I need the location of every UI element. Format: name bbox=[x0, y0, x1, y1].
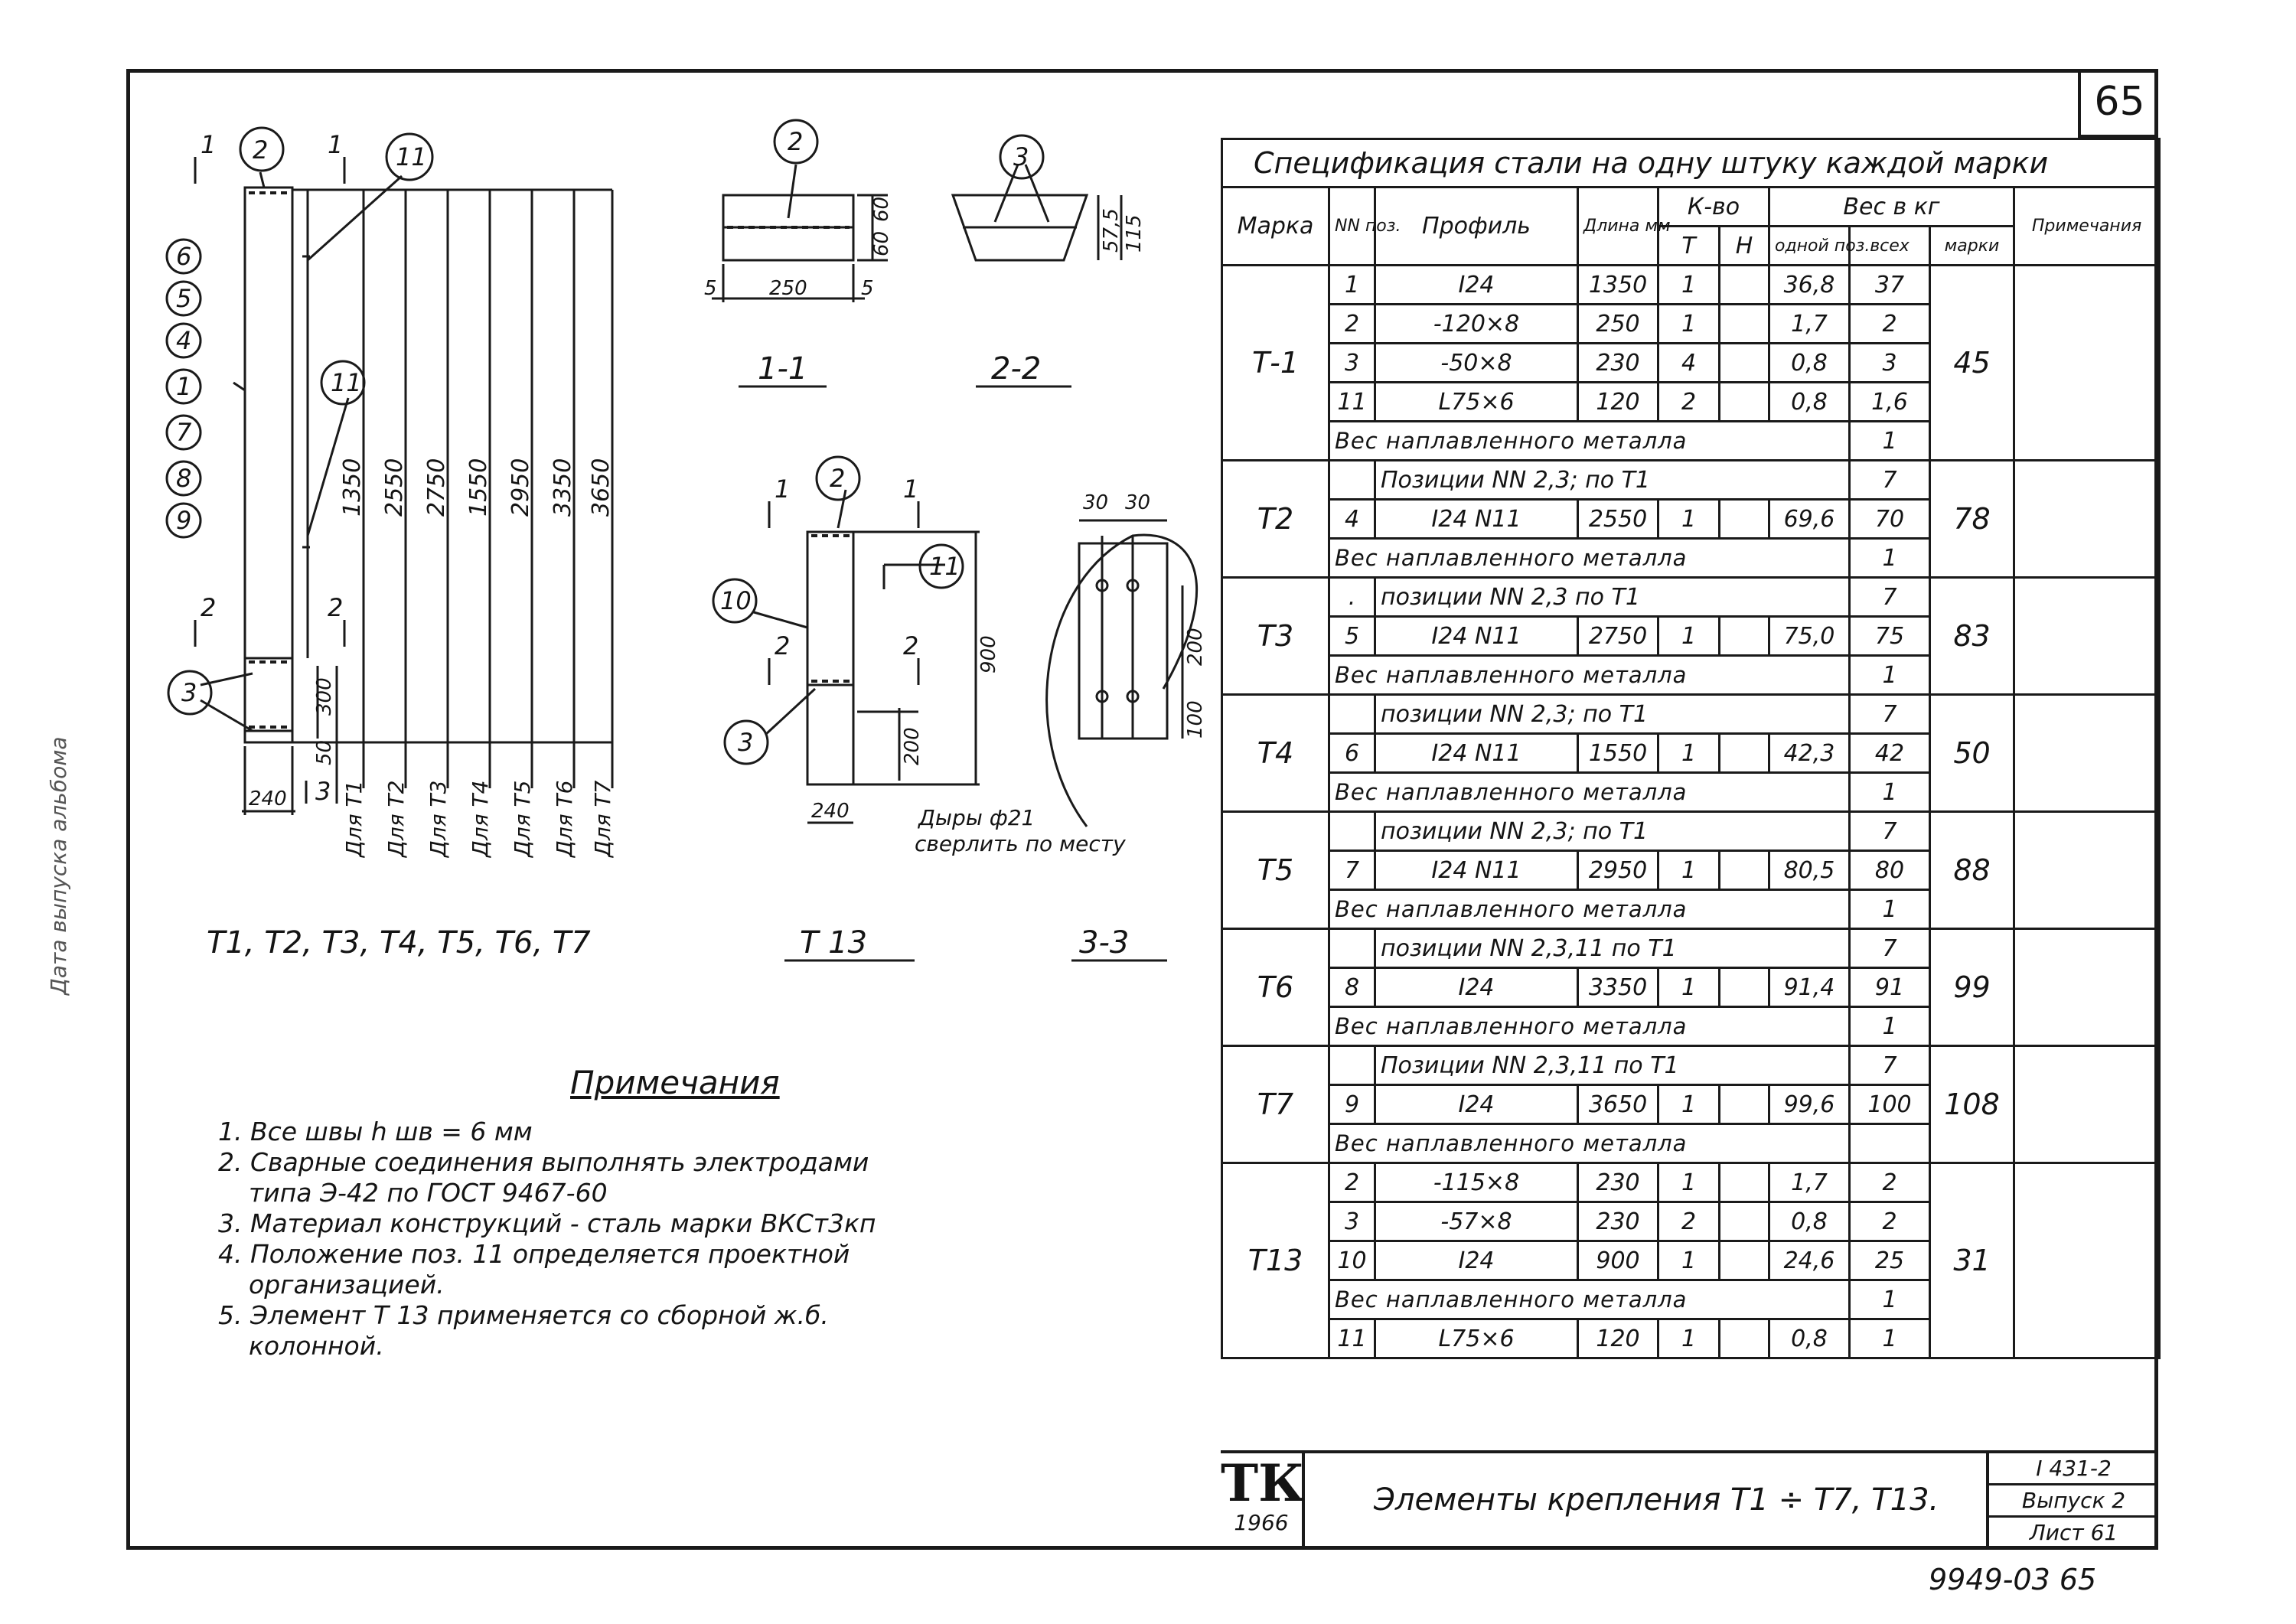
callout-pos-3-section: 3 bbox=[1013, 142, 1029, 171]
length-3350: 3350 bbox=[550, 458, 576, 517]
weight-one-cell: 0,8 bbox=[1769, 344, 1850, 383]
weight-all-cell: 70 bbox=[1850, 500, 1930, 539]
length-cell: 250 bbox=[1578, 305, 1658, 344]
col-qty: К-во bbox=[1658, 188, 1769, 227]
steel-specification-table bbox=[1221, 138, 2161, 1359]
dim-240: 240 bbox=[249, 788, 287, 810]
note-cell bbox=[2014, 929, 2160, 1046]
qty-n-cell bbox=[1720, 1163, 1769, 1202]
qty-n-cell bbox=[1720, 1319, 1769, 1358]
weight-all-cell: 100 bbox=[1850, 1085, 1930, 1124]
table-row bbox=[1222, 812, 2160, 851]
profile-cell: -57×8 bbox=[1375, 1202, 1578, 1241]
cut-mark-2-t13-left: 2 bbox=[775, 631, 791, 660]
holes-note-line2: сверлить по месту bbox=[915, 831, 1126, 856]
length-cell: 2950 bbox=[1578, 851, 1658, 890]
qty-n-cell bbox=[1720, 344, 1769, 383]
profile-cell: I24 bbox=[1375, 266, 1578, 305]
qty-n-cell bbox=[1720, 1085, 1769, 1124]
length-cell: 120 bbox=[1578, 383, 1658, 422]
note-cell bbox=[2014, 695, 2160, 812]
profile-cell: I24 N11 bbox=[1375, 617, 1578, 656]
mark-cell: Т6 bbox=[1222, 929, 1329, 1046]
weld-value bbox=[1850, 1124, 1930, 1163]
profile-cell: I24 bbox=[1375, 968, 1578, 1007]
weld-value: 1 bbox=[1850, 422, 1930, 461]
col-qty-n: Н bbox=[1720, 227, 1769, 266]
callout-pos-11-t13: 11 bbox=[929, 552, 960, 581]
weld-label: Вес наплавленного металла bbox=[1329, 773, 1850, 812]
dim-200-t13: 200 bbox=[901, 727, 924, 765]
dim-115: 115 bbox=[1123, 214, 1146, 253]
profile-cell: I24 N11 bbox=[1375, 851, 1578, 890]
note-item: типа Э-42 по ГОСТ 9467-60 bbox=[249, 1178, 608, 1208]
reference-cell: Позиции NN 2,3,11 по Т1 bbox=[1375, 1046, 1850, 1085]
length-cell: 120 bbox=[1578, 1319, 1658, 1358]
cut-mark-2-left: 2 bbox=[201, 593, 217, 622]
notes-title: Примечания bbox=[570, 1064, 780, 1101]
length-1550: 1550 bbox=[465, 458, 492, 517]
weld-value: 1 bbox=[1850, 1280, 1930, 1319]
col-weight-one: одной поз. bbox=[1769, 227, 1850, 266]
view-title-3-3: 3-3 bbox=[1079, 925, 1130, 960]
qty-n-cell bbox=[1720, 968, 1769, 1007]
mark-cell: Т3 bbox=[1222, 578, 1329, 695]
part-number-5: 5 bbox=[176, 284, 192, 313]
reference-cell: позиции NN 2,3; по Т1 bbox=[1375, 812, 1850, 851]
qty-n-cell bbox=[1720, 617, 1769, 656]
profile-cell: L75×6 bbox=[1375, 383, 1578, 422]
callout-pos-2-section: 2 bbox=[788, 127, 804, 156]
table-row bbox=[1222, 266, 2160, 305]
qty-n-cell bbox=[1720, 500, 1769, 539]
weight-all-cell: 1,6 bbox=[1850, 383, 1930, 422]
qty-cell: 1 bbox=[1658, 500, 1720, 539]
profile-cell: I24 N11 bbox=[1375, 734, 1578, 773]
weight-one-cell: 0,8 bbox=[1769, 1319, 1850, 1358]
profile-cell: -115×8 bbox=[1375, 1163, 1578, 1202]
weld-label: Вес наплавленного металла bbox=[1329, 422, 1850, 461]
weld-value: 1 bbox=[1850, 656, 1930, 695]
edge-note: Дата выпуска альбома bbox=[46, 736, 71, 995]
weight-all-cell: 7 bbox=[1850, 812, 1930, 851]
element-t13-drawing bbox=[807, 532, 853, 784]
part-number-9: 9 bbox=[176, 506, 192, 535]
weld-value: 1 bbox=[1850, 1007, 1930, 1046]
weight-all-cell: 42 bbox=[1850, 734, 1930, 773]
reference-cell: позиции NN 2,3; по Т1 bbox=[1375, 695, 1850, 734]
mark-cell: Т2 bbox=[1222, 461, 1329, 578]
col-length: Длина мм bbox=[1578, 188, 1658, 266]
table-row bbox=[1222, 461, 2160, 500]
callout-pos-11-lower: 11 bbox=[331, 368, 362, 397]
mark-cell: Т7 bbox=[1222, 1046, 1329, 1163]
document-info bbox=[1986, 1453, 2158, 1550]
pos-cell: 11 bbox=[1329, 1319, 1375, 1358]
col-profile: Профиль bbox=[1375, 188, 1578, 266]
cut-mark-2-t13-right: 2 bbox=[903, 631, 919, 660]
weight-one-cell: 1,7 bbox=[1769, 305, 1850, 344]
length-label-t1: Для Т1 bbox=[341, 780, 367, 857]
mark-weight-cell: 83 bbox=[1930, 578, 2014, 695]
callout-pos-3: 3 bbox=[181, 678, 197, 707]
weight-one-cell: 36,8 bbox=[1769, 266, 1850, 305]
weight-all-cell: 2 bbox=[1850, 305, 1930, 344]
pos-cell: 11 bbox=[1329, 383, 1375, 422]
mark-weight-cell: 45 bbox=[1930, 266, 2014, 461]
pos-cell bbox=[1329, 461, 1375, 500]
qty-n-cell bbox=[1720, 305, 1769, 344]
pos-cell bbox=[1329, 695, 1375, 734]
note-item: организацией. bbox=[249, 1270, 445, 1300]
weight-one-cell: 91,4 bbox=[1769, 968, 1850, 1007]
profile-cell: L75×6 bbox=[1375, 1319, 1578, 1358]
pos-cell: 2 bbox=[1329, 1163, 1375, 1202]
length-cell: 230 bbox=[1578, 1202, 1658, 1241]
spec-caption: Спецификация стали на одну штуку каждой марки bbox=[1222, 139, 2160, 188]
col-weight-mark: марки bbox=[1930, 227, 2014, 266]
weld-label: Вес наплавленного металла bbox=[1329, 656, 1850, 695]
reference-cell: позиции NN 2,3 по Т1 bbox=[1375, 578, 1850, 617]
pos-cell: 8 bbox=[1329, 968, 1375, 1007]
length-cell: 230 bbox=[1578, 1163, 1658, 1202]
pos-cell: . bbox=[1329, 578, 1375, 617]
reference-cell: Позиции NN 2,3; по Т1 bbox=[1375, 461, 1850, 500]
pos-cell: 2 bbox=[1329, 305, 1375, 344]
weight-all-cell: 7 bbox=[1850, 695, 1930, 734]
weld-label: Вес наплавленного металла bbox=[1329, 1124, 1850, 1163]
weld-value: 1 bbox=[1850, 773, 1930, 812]
note-cell bbox=[2014, 1163, 2160, 1358]
callout-pos-11: 11 bbox=[396, 142, 427, 171]
weight-all-cell: 1 bbox=[1850, 1319, 1930, 1358]
weight-one-cell: 1,7 bbox=[1769, 1163, 1850, 1202]
note-cell bbox=[2014, 812, 2160, 929]
weight-all-cell: 2 bbox=[1850, 1202, 1930, 1241]
series-number: I 431-2 bbox=[1989, 1453, 2158, 1485]
qty-n-cell bbox=[1720, 266, 1769, 305]
length-cell: 3650 bbox=[1578, 1085, 1658, 1124]
note-item: 3. Материал конструкций - сталь марки ВКСт3кп bbox=[218, 1208, 876, 1238]
mark-weight-cell: 31 bbox=[1930, 1163, 2014, 1358]
length-cell: 2750 bbox=[1578, 617, 1658, 656]
qty-cell: 1 bbox=[1658, 1085, 1720, 1124]
weight-all-cell: 75 bbox=[1850, 617, 1930, 656]
note-item: колонной. bbox=[249, 1331, 384, 1361]
profile-cell: I24 bbox=[1375, 1241, 1578, 1280]
tk-logo-year: 1966 bbox=[1234, 1510, 1289, 1535]
holes-note-line1: Дыры ф21 bbox=[918, 805, 1035, 830]
length-cell: 900 bbox=[1578, 1241, 1658, 1280]
notes-section bbox=[218, 1064, 983, 1361]
weld-label: Вес наплавленного металла bbox=[1329, 539, 1850, 578]
mark-cell: Т-1 bbox=[1222, 266, 1329, 461]
qty-cell: 4 bbox=[1658, 344, 1720, 383]
weight-one-cell: 0,8 bbox=[1769, 1202, 1850, 1241]
pos-cell: 3 bbox=[1329, 344, 1375, 383]
qty-n-cell bbox=[1720, 1202, 1769, 1241]
qty-cell: 1 bbox=[1658, 1241, 1720, 1280]
weld-label: Вес наплавленного металла bbox=[1329, 1007, 1850, 1046]
dim-5-left: 5 bbox=[704, 277, 717, 300]
table-row bbox=[1222, 578, 2160, 617]
col-mark: Марка bbox=[1222, 188, 1329, 266]
weight-all-cell: 37 bbox=[1850, 266, 1930, 305]
tk-logo-letters: ТК bbox=[1221, 1453, 1305, 1513]
pos-cell: 9 bbox=[1329, 1085, 1375, 1124]
pos-cell bbox=[1329, 812, 1375, 851]
profile-cell: I24 N11 bbox=[1375, 500, 1578, 539]
weight-all-cell: 25 bbox=[1850, 1241, 1930, 1280]
pos-cell: 4 bbox=[1329, 500, 1375, 539]
table-row bbox=[1222, 1163, 2160, 1202]
weld-value: 1 bbox=[1850, 539, 1930, 578]
length-cell: 3350 bbox=[1578, 968, 1658, 1007]
length-cell: 230 bbox=[1578, 344, 1658, 383]
dim-900: 900 bbox=[977, 635, 1000, 673]
dim-60-bottom: 60 bbox=[870, 230, 893, 256]
qty-cell: 1 bbox=[1658, 617, 1720, 656]
part-number-1: 1 bbox=[176, 372, 192, 401]
dim-240-t13: 240 bbox=[811, 800, 850, 823]
weight-one-cell: 75,0 bbox=[1769, 617, 1850, 656]
part-number-6: 6 bbox=[176, 242, 192, 271]
dim-50: 50 bbox=[313, 739, 336, 765]
view-title-t13: Т 13 bbox=[800, 925, 868, 960]
length-label-t3: Для Т3 bbox=[426, 780, 451, 857]
reference-cell: позиции NN 2,3,11 по Т1 bbox=[1375, 929, 1850, 968]
qty-cell: 1 bbox=[1658, 968, 1720, 1007]
weight-one-cell: 99,6 bbox=[1769, 1085, 1850, 1124]
table-row bbox=[1222, 695, 2160, 734]
dim-5-right: 5 bbox=[861, 277, 874, 300]
weight-all-cell: 7 bbox=[1850, 929, 1930, 968]
weight-all-cell: 80 bbox=[1850, 851, 1930, 890]
mark-cell: Т13 bbox=[1222, 1163, 1329, 1358]
qty-cell: 1 bbox=[1658, 1319, 1720, 1358]
weight-one-cell: 42,3 bbox=[1769, 734, 1850, 773]
dim-100-plate: 100 bbox=[1184, 700, 1207, 739]
pos-cell: 3 bbox=[1329, 1202, 1375, 1241]
weight-all-cell: 7 bbox=[1850, 461, 1930, 500]
length-label-t6: Для Т6 bbox=[552, 780, 577, 857]
weight-all-cell: 3 bbox=[1850, 344, 1930, 383]
part-number-8: 8 bbox=[176, 464, 192, 493]
title-block bbox=[1221, 1450, 2158, 1550]
length-2750: 2750 bbox=[423, 458, 450, 517]
callout-pos-2: 2 bbox=[253, 135, 269, 165]
dim-300: 300 bbox=[313, 677, 336, 716]
cut-mark-1-t13-right: 1 bbox=[903, 474, 919, 504]
pos-cell: 7 bbox=[1329, 851, 1375, 890]
pos-cell: 6 bbox=[1329, 734, 1375, 773]
length-3650: 3650 bbox=[588, 458, 615, 517]
view-title-t1-t7: Т1, Т2, Т3, Т4, Т5, Т6, Т7 bbox=[207, 925, 591, 960]
weight-one-cell: 0,8 bbox=[1769, 383, 1850, 422]
length-label-t7: Для Т7 bbox=[590, 780, 615, 857]
profile-cell: -120×8 bbox=[1375, 305, 1578, 344]
weight-all-cell: 91 bbox=[1850, 968, 1930, 1007]
mark-weight-cell: 108 bbox=[1930, 1046, 2014, 1163]
length-label-t5: Для Т5 bbox=[510, 780, 535, 857]
qty-cell: 1 bbox=[1658, 305, 1720, 344]
cut-mark-2-right: 2 bbox=[328, 593, 344, 622]
qty-cell: 1 bbox=[1658, 266, 1720, 305]
view-title-2-2: 2-2 bbox=[991, 351, 1042, 386]
weight-all-cell: 7 bbox=[1850, 1046, 1930, 1085]
table-row bbox=[1222, 929, 2160, 968]
qty-cell: 1 bbox=[1658, 1163, 1720, 1202]
weight-all-cell: 7 bbox=[1850, 578, 1930, 617]
dim-200-plate: 200 bbox=[1184, 628, 1207, 666]
table-row bbox=[1222, 1046, 2160, 1085]
profile-cell: -50×8 bbox=[1375, 344, 1578, 383]
weld-label: Вес наплавленного металла bbox=[1329, 890, 1850, 929]
dim-30-left: 30 bbox=[1083, 491, 1109, 514]
note-item: 2. Сварные соединения выполнять электродами bbox=[218, 1147, 869, 1177]
length-1350: 1350 bbox=[339, 458, 366, 517]
note-cell bbox=[2014, 266, 2160, 461]
part-number-7: 7 bbox=[176, 418, 192, 447]
dim-30-right: 30 bbox=[1125, 491, 1151, 514]
length-2550: 2550 bbox=[381, 458, 408, 517]
weight-one-cell: 69,6 bbox=[1769, 500, 1850, 539]
length-2950: 2950 bbox=[507, 458, 534, 517]
mark-weight-cell: 78 bbox=[1930, 461, 2014, 578]
length-cell: 1550 bbox=[1578, 734, 1658, 773]
note-item: 5. Элемент Т 13 применяется со сборной ж.б. bbox=[218, 1300, 829, 1330]
length-cell: 2550 bbox=[1578, 500, 1658, 539]
pos-cell: 10 bbox=[1329, 1241, 1375, 1280]
sheet-number: Лист 61 bbox=[2029, 1520, 2118, 1545]
drawing-title: Элементы крепления Т1 ÷ Т7, Т13. bbox=[1374, 1482, 1939, 1518]
pos-cell bbox=[1329, 929, 1375, 968]
length-cell: 1350 bbox=[1578, 266, 1658, 305]
length-label-t2: Для Т2 bbox=[383, 780, 409, 857]
qty-n-cell bbox=[1720, 851, 1769, 890]
mark-cell: Т4 bbox=[1222, 695, 1329, 812]
part-number-4: 4 bbox=[176, 326, 192, 355]
cut-mark-1-left: 1 bbox=[201, 130, 217, 159]
view-title-1-1: 1-1 bbox=[758, 351, 808, 386]
col-note: Примечания bbox=[2014, 188, 2160, 266]
dim-60-top: 60 bbox=[870, 196, 893, 222]
mark-weight-cell: 99 bbox=[1930, 929, 2014, 1046]
mark-weight-cell: 50 bbox=[1930, 695, 2014, 812]
col-weight-all: всех bbox=[1850, 227, 1930, 266]
section-3-3-drawing bbox=[1079, 543, 1167, 739]
note-cell bbox=[2014, 461, 2160, 578]
note-cell bbox=[2014, 578, 2160, 695]
weight-one-cell: 80,5 bbox=[1769, 851, 1850, 890]
pos-cell bbox=[1329, 1046, 1375, 1085]
col-pos: NN поз. bbox=[1329, 188, 1375, 266]
qty-cell: 2 bbox=[1658, 383, 1720, 422]
qty-cell: 1 bbox=[1658, 734, 1720, 773]
dim-250: 250 bbox=[769, 277, 807, 300]
issue-number: Выпуск 2 bbox=[1989, 1485, 2158, 1518]
weight-one-cell: 24,6 bbox=[1769, 1241, 1850, 1280]
note-item: 4. Положение поз. 11 определяется проектной bbox=[218, 1239, 850, 1269]
qty-cell: 1 bbox=[1658, 851, 1720, 890]
qty-n-cell bbox=[1720, 1241, 1769, 1280]
profile-cell: I24 bbox=[1375, 1085, 1578, 1124]
weight-all-cell: 2 bbox=[1850, 1163, 1930, 1202]
weld-value: 1 bbox=[1850, 890, 1930, 929]
cut-mark-3: 3 bbox=[315, 777, 331, 806]
pos-cell: 1 bbox=[1329, 266, 1375, 305]
qty-n-cell bbox=[1720, 734, 1769, 773]
note-item: 1. Все швы h шв = 6 мм bbox=[218, 1117, 533, 1146]
archive-number: 9949-03 65 bbox=[1929, 1563, 2097, 1596]
qty-n-cell bbox=[1720, 383, 1769, 422]
col-qty-t: Т bbox=[1658, 227, 1720, 266]
mark-cell: Т5 bbox=[1222, 812, 1329, 929]
dim-57-5: 57,5 bbox=[1100, 208, 1123, 253]
mark-weight-cell: 88 bbox=[1930, 812, 2014, 929]
qty-cell: 2 bbox=[1658, 1202, 1720, 1241]
page-number: 65 bbox=[2078, 69, 2158, 138]
callout-pos-3-t13: 3 bbox=[738, 728, 754, 757]
tk-logo bbox=[1221, 1453, 1305, 1550]
col-weight: Вес в кг bbox=[1769, 188, 2014, 227]
weld-label: Вес наплавленного металла bbox=[1329, 1280, 1850, 1319]
pos-cell: 5 bbox=[1329, 617, 1375, 656]
length-label-t4: Для Т4 bbox=[468, 780, 493, 857]
cut-mark-1-t13-left: 1 bbox=[775, 474, 791, 504]
callout-pos-2-t13: 2 bbox=[830, 464, 846, 493]
callout-pos-10-t13: 10 bbox=[720, 586, 752, 615]
cut-mark-1-right: 1 bbox=[328, 130, 344, 159]
note-cell bbox=[2014, 1046, 2160, 1163]
